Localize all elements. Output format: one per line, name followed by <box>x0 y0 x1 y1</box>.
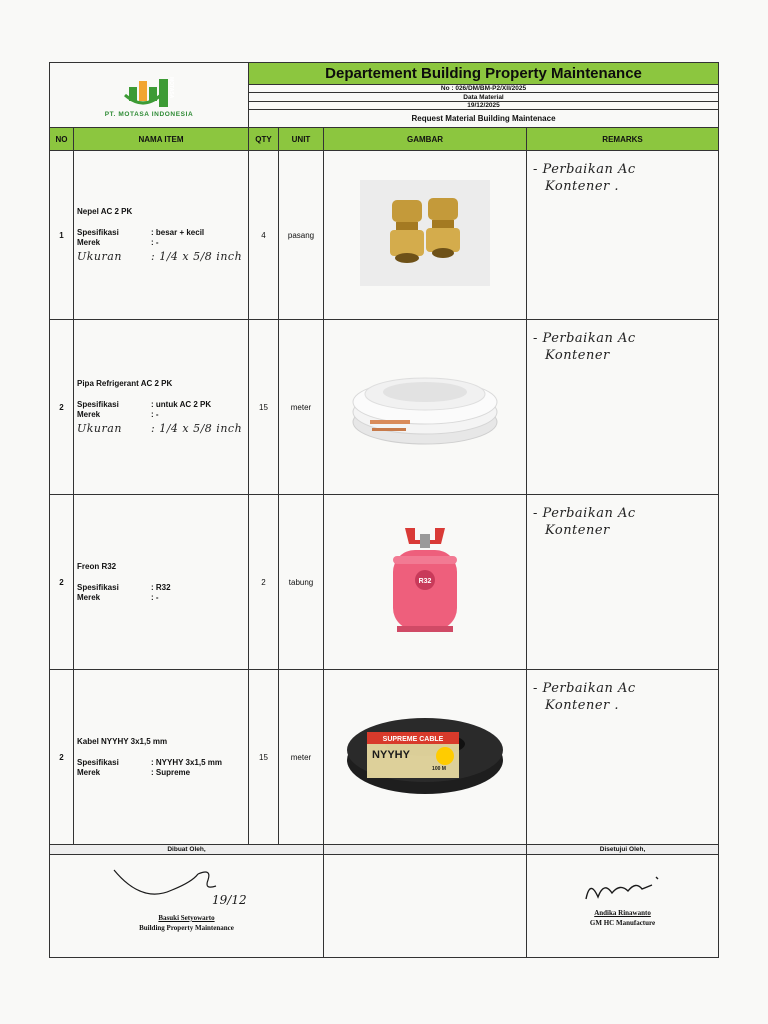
merek-value: : - <box>151 410 159 419</box>
item-qty: 4 <box>249 151 279 320</box>
item-remarks <box>527 670 719 845</box>
table-row <box>50 320 719 495</box>
company-name: PT. MOTASA INDONESIA <box>104 110 194 118</box>
ukuran-label: Ukuran <box>77 250 122 263</box>
item-name: Pipa Refrigerant AC 2 PK <box>77 379 173 388</box>
item-picture-cell <box>324 495 527 670</box>
spec-label: Spesifikasi <box>77 758 119 767</box>
item-picture-cell <box>324 670 527 845</box>
document-date: 19/12/2025 <box>249 101 719 109</box>
item-name-cell <box>74 670 249 845</box>
item-name: Kabel NYYHY 3x1,5 mm <box>77 737 168 746</box>
item-unit: tabung <box>279 495 324 670</box>
item-no: 1 <box>50 151 74 320</box>
blank-signature-cell <box>324 855 527 958</box>
item-unit: pasang <box>279 151 324 320</box>
item-no: 2 <box>50 320 74 495</box>
approver-name: Andika Rinawanto <box>594 909 651 917</box>
cable-length: 100 M <box>432 765 446 772</box>
item-picture-cell <box>324 320 527 495</box>
item-name-cell <box>74 151 249 320</box>
item-no: 2 <box>50 495 74 670</box>
merek-label: Merek <box>77 768 101 777</box>
blank-label <box>324 845 527 855</box>
maker-title: Building Property Maintenance <box>139 924 234 932</box>
ukuran-label: Ukuran <box>77 422 122 435</box>
request-table <box>49 62 719 958</box>
maker-name: Basuki Setyowarto <box>158 914 215 922</box>
remarks-line: Kontener <box>545 348 610 363</box>
maker-signature <box>112 864 262 914</box>
merek-value: : - <box>151 593 159 602</box>
col-nama-item: NAMA ITEM <box>74 128 249 151</box>
spec-value: : untuk AC 2 PK <box>151 400 212 409</box>
table-row <box>50 670 719 845</box>
merek-value: : - <box>151 238 159 247</box>
spec-value: : R32 <box>151 583 171 592</box>
cable-roll-image <box>345 710 505 800</box>
maker-signature-date: 19/12 <box>211 893 247 907</box>
remarks-line: Kontener . <box>545 179 620 194</box>
item-remarks <box>527 151 719 320</box>
remarks-line: - Perbaikan Ac <box>533 162 636 177</box>
merek-label: Merek <box>77 593 101 602</box>
approver-title: GM HC Manufacture <box>589 919 656 927</box>
spec-value: : NYYHY 3x1,5 mm <box>151 758 222 767</box>
remarks-line: - Perbaikan Ac <box>533 506 636 521</box>
refrigerant-pipe-image <box>350 360 500 450</box>
logo-vertical-text: MOTASA <box>168 77 174 99</box>
col-no: NO <box>50 128 74 151</box>
document-number: No : 026/DM/BM-P2/XII/2025 <box>249 85 719 93</box>
request-subtitle: Request Material Building Maintenace <box>249 110 719 128</box>
cable-brand: SUPREME CABLE <box>382 735 444 743</box>
data-material-label: Data Material <box>249 93 719 101</box>
brass-nipple-image <box>360 180 490 286</box>
remarks-line: - Perbaikan Ac <box>533 681 636 696</box>
maker-signature-block <box>50 855 324 958</box>
spec-value: : besar + kecil <box>151 228 205 237</box>
item-no: 2 <box>50 670 74 845</box>
ukuran-value: : 1/4 x 5/8 inch <box>151 422 243 435</box>
department-title: Departement Building Property Maintenance <box>249 63 719 85</box>
item-unit: meter <box>279 320 324 495</box>
cable-type: NYYHY <box>372 748 410 761</box>
spec-label: Spesifikasi <box>77 400 119 409</box>
table-row <box>50 151 719 320</box>
item-name-cell <box>74 320 249 495</box>
item-remarks <box>527 495 719 670</box>
col-gambar: GAMBAR <box>324 128 527 151</box>
item-remarks <box>527 320 719 495</box>
tank-label: R32 <box>418 577 432 585</box>
freon-tank-image <box>375 520 475 640</box>
remarks-line: Kontener . <box>545 698 620 713</box>
merek-label: Merek <box>77 410 101 419</box>
col-remarks: REMARKS <box>527 128 719 151</box>
remarks-line: Kontener <box>545 523 610 538</box>
col-unit: UNIT <box>279 128 324 151</box>
approver-signature-block <box>527 855 719 958</box>
item-name: Freon R32 <box>77 562 117 571</box>
item-qty: 2 <box>249 495 279 670</box>
item-qty: 15 <box>249 320 279 495</box>
remarks-line: - Perbaikan Ac <box>533 331 636 346</box>
item-qty: 15 <box>249 670 279 845</box>
spec-label: Spesifikasi <box>77 583 119 592</box>
item-picture-cell <box>324 151 527 320</box>
merek-value: : Supreme <box>151 768 191 777</box>
request-form <box>49 62 718 932</box>
item-unit: meter <box>279 670 324 845</box>
merek-label: Merek <box>77 238 101 247</box>
company-logo-cell <box>50 63 249 128</box>
ukuran-value: : 1/4 x 5/8 inch <box>151 250 243 263</box>
col-qty: QTY <box>249 128 279 151</box>
approver-signature <box>578 869 668 909</box>
item-name-cell <box>74 495 249 670</box>
approved-by-label: Disetujui Oleh, <box>527 845 719 855</box>
item-name: Nepel AC 2 PK <box>77 207 133 216</box>
table-row <box>50 495 719 670</box>
spec-label: Spesifikasi <box>77 228 119 237</box>
made-by-label: Dibuat Oleh, <box>50 845 324 855</box>
